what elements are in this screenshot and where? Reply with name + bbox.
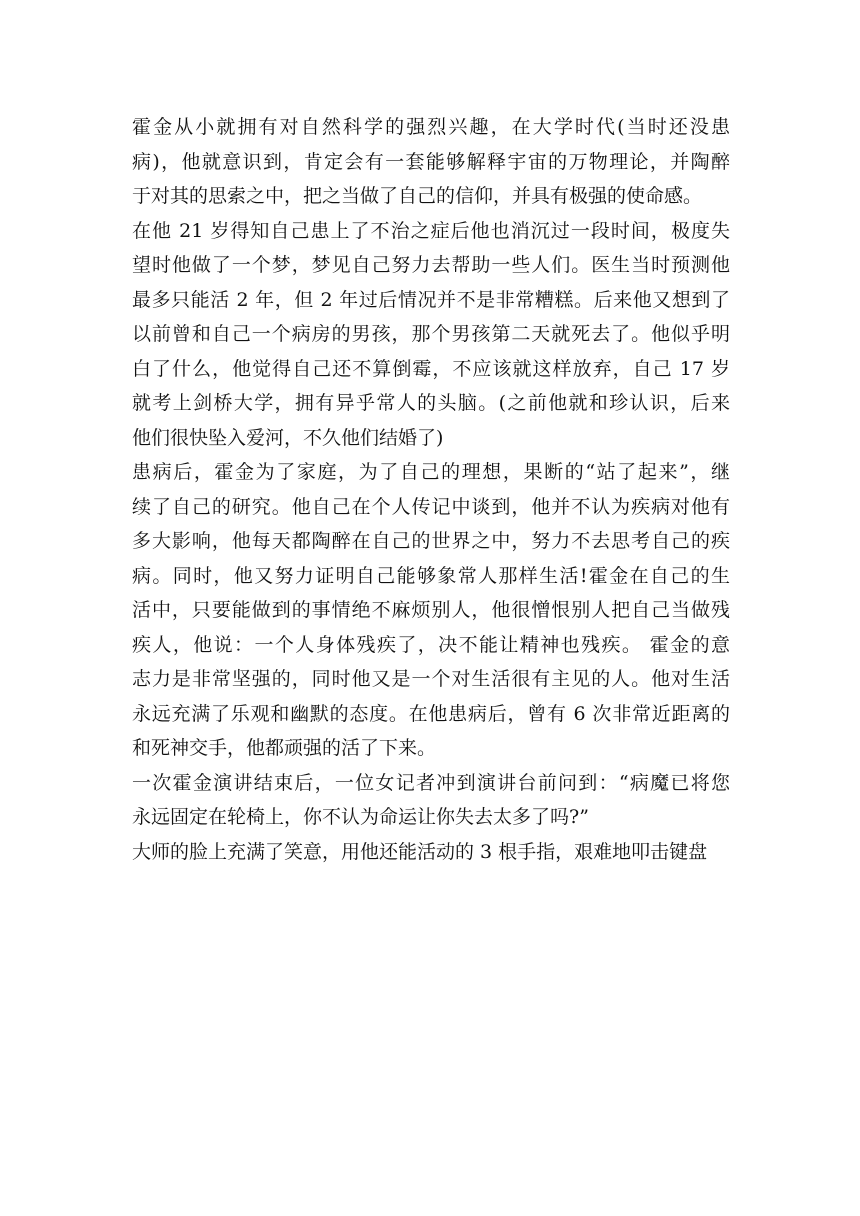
text-line: 续了自己的研究。他自己在个人传记中谈到，他并不认为疾病对他有 xyxy=(132,495,730,518)
text-line: 患病后，霍金为了家庭，为了自己的理想，果断的“站了起来”，继 xyxy=(132,461,730,483)
text-line: 在他 21 岁得知自己患上了不治之症后他也消沉过一段时间，极度失 xyxy=(132,219,730,242)
text-line: 大师的脸上充满了笑意，用他还能活动的 3 根手指，艰难地叩击键盘 xyxy=(132,840,708,863)
text-line: 病)，他就意识到，肯定会有一套能够解释宇宙的万物理论，并陶醉 xyxy=(132,150,730,173)
text-line: 永远充满了乐观和幽默的态度。在他患病后，曾有 6 次非常近距离的 xyxy=(132,702,730,725)
paragraph xyxy=(132,766,730,835)
text-line: 以前曾和自己一个病房的男孩，那个男孩第二天就死去了。他似乎明 xyxy=(132,323,730,345)
text-line: 他们很快坠入爱河，不久他们结婚了) xyxy=(132,426,444,449)
document-body xyxy=(132,110,730,869)
text-line: 多大影响，他每天都陶醉在自己的世界之中，努力不去思考自己的疾 xyxy=(132,530,730,552)
text-line: 于对其的思索之中，把之当做了自己的信仰，并具有极强的使命感。 xyxy=(132,185,703,207)
paragraph xyxy=(132,455,730,766)
text-line: 霍金从小就拥有对自然科学的强烈兴趣，在大学时代(当时还没患 xyxy=(132,116,730,138)
text-line: 病。同时，他又努力证明自己能够象常人那样生活!霍金在自己的生 xyxy=(132,564,730,587)
text-line: 疾人，他说：一个人身体残疾了，决不能让精神也残疾。 霍金的意 xyxy=(132,633,730,656)
paragraph xyxy=(132,214,730,456)
text-line: 就考上剑桥大学，拥有异乎常人的头脑。(之前他就和珍认识，后来 xyxy=(132,392,730,414)
text-line: 永远固定在轮椅上，你不认为命运让你失去太多了吗?” xyxy=(132,806,589,828)
paragraph xyxy=(132,110,730,214)
text-line: 白了什么，他觉得自己还不算倒霉，不应该就这样放弃，自己 17 岁 xyxy=(132,357,730,380)
paragraph xyxy=(132,835,730,870)
text-line: 志力是非常坚强的，同时他又是一个对生活很有主见的人。他对生活 xyxy=(132,668,730,690)
text-line: 和死神交手，他都顽强的活了下来。 xyxy=(132,737,437,759)
text-line: 望时他做了一个梦，梦见自己努力去帮助一些人们。医生当时预测他 xyxy=(132,254,730,276)
text-line: 活中，只要能做到的事情绝不麻烦别人，他很憎恨别人把自己当做残 xyxy=(132,599,730,621)
text-line: 最多只能活 2 年，但 2 年过后情况并不是非常糟糕。后来他又想到了 xyxy=(132,288,730,311)
text-line: 一次霍金演讲结束后，一位女记者冲到演讲台前问到：“病魔已将您 xyxy=(132,771,730,794)
